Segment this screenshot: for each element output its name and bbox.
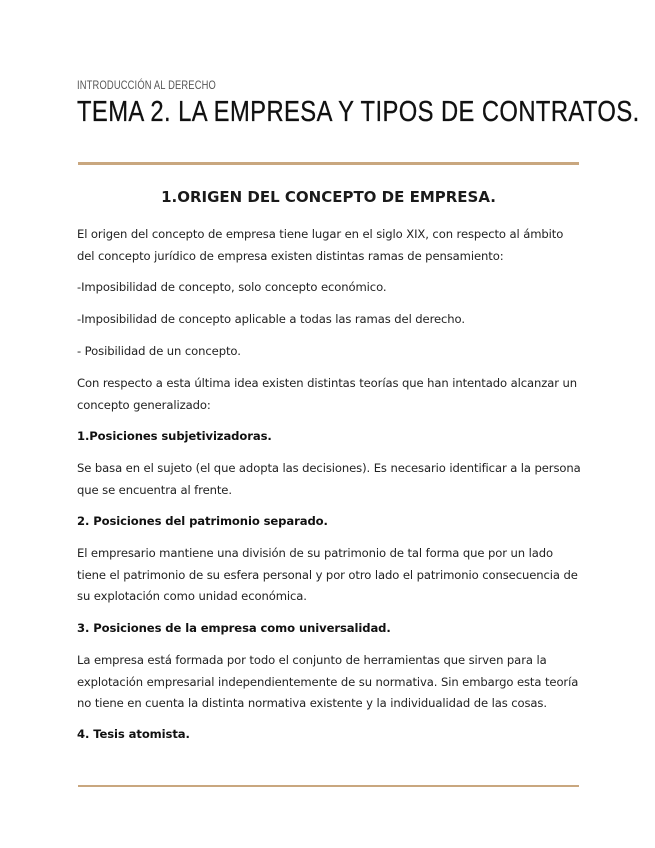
subheading-3: 3. Posiciones de la empresa como universalidad.: [77, 621, 391, 635]
header-divider: [78, 162, 579, 165]
list-item-2: -Imposibilidad de concepto aplicable a todas las ramas del derecho.: [77, 312, 465, 326]
paragraph-2: El empresario mantiene una división de su patrimonio de tal forma que por un lado tiene el patrimonio de su esfera personal y por otro lado el patrimonio consecuencia de su explotación como unidad económica.: [77, 546, 578, 603]
subject-label: INTRODUCCIÓN AL DERECHO: [77, 78, 216, 92]
list-item-3: - Posibilidad de un concepto.: [77, 344, 241, 358]
intro-paragraph: El origen del concepto de empresa tiene lugar en el siglo XIX, con respecto al ámbito del concepto jurídico de empresa existen distintas ramas de pensamiento:: [77, 227, 564, 263]
footer-divider: [78, 785, 579, 787]
page-title: TEMA 2. LA EMPRESA Y TIPOS DE CONTRATOS.: [77, 96, 640, 128]
subheading-1: 1.Posiciones subjetivizadoras.: [77, 429, 272, 443]
subheading-4: 4. Tesis atomista.: [77, 727, 190, 741]
theories-paragraph: Con respecto a esta última idea existen distintas teorías que han intentado alcanzar un concepto generalizado:: [77, 376, 577, 412]
section-heading: 1.ORIGEN DEL CONCEPTO DE EMPRESA.: [161, 188, 496, 206]
subheading-2: 2. Posiciones del patrimonio separado.: [77, 514, 328, 528]
paragraph-1: Se basa en el sujeto (el que adopta las decisiones). Es necesario identificar a la persona que se encuentra al frente.: [77, 461, 581, 497]
paragraph-3: La empresa está formada por todo el conjunto de herramientas que sirven para la explotación empresarial independientemente de su normativa. Sin embargo esta teoría no tiene en cuenta la distinta normativa existente y la individualidad de las cosas.: [77, 653, 579, 710]
list-item-1: -Imposibilidad de concepto, solo concepto económico.: [77, 280, 387, 294]
